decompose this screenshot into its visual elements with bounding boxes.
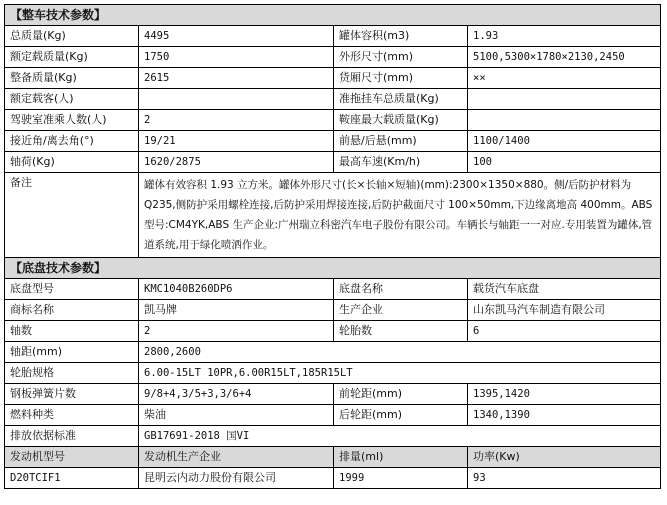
label-cell: 底盘型号 <box>5 279 139 300</box>
label-cell: 货厢尺寸(mm) <box>334 68 468 89</box>
value-cell <box>139 89 334 110</box>
label-cell: 燃料种类 <box>5 405 139 426</box>
chassis-section-header: 【底盘技术参数】 <box>5 258 661 279</box>
note-text: 罐体有效容积 1.93 立方米。罐体外形尺寸(长×长轴×短轴)(mm):2300×1350×880。侧/后防护材料为 Q235,侧防护采用螺栓连接,后防护采用焊接连接,后防护截面尺寸 100×50mm,下边缘离地高 400mm。ABS 型号:CM4YK,ABS 生产企业:广州瑞立科密汽车电子股份有限公司。车辆长与轴距一一对应.专用装置为罐体,管道系统,用于绿化喷洒作业。 <box>139 173 661 258</box>
value-cell: ×× <box>468 68 661 89</box>
label-cell: 后轮距(mm) <box>334 405 468 426</box>
label-cell: 排放依据标准 <box>5 426 139 447</box>
column-header: 功率(Kw) <box>468 447 661 468</box>
label-cell: 轮胎数 <box>334 321 468 342</box>
label-cell: 外形尺寸(mm) <box>334 47 468 68</box>
value-cell: 19/21 <box>139 131 334 152</box>
table-row <box>5 131 661 152</box>
label-cell: 额定载质量(Kg) <box>5 47 139 68</box>
table-row <box>5 426 661 447</box>
note-label: 备注 <box>5 173 139 258</box>
label-cell: 底盘名称 <box>334 279 468 300</box>
table-row <box>5 468 661 489</box>
value-cell: 2 <box>139 110 334 131</box>
label-cell: 轴荷(Kg) <box>5 152 139 173</box>
value-cell: 100 <box>468 152 661 173</box>
engine-header-row <box>5 447 661 468</box>
table-row <box>5 363 661 384</box>
table-row <box>5 321 661 342</box>
label-cell: 驾驶室准乘人数(人) <box>5 110 139 131</box>
value-cell: 1340,1390 <box>468 405 661 426</box>
value-cell: 1.93 <box>468 26 661 47</box>
value-cell <box>468 89 661 110</box>
value-cell: KMC1040B260DP6 <box>139 279 334 300</box>
value-cell: 2615 <box>139 68 334 89</box>
label-cell: 额定载客(人) <box>5 89 139 110</box>
table-row <box>5 300 661 321</box>
value-cell: 1620/2875 <box>139 152 334 173</box>
value-cell: 1395,1420 <box>468 384 661 405</box>
value-cell: 1999 <box>334 468 468 489</box>
table-row <box>5 405 661 426</box>
table-row <box>5 110 661 131</box>
column-header: 发动机型号 <box>5 447 139 468</box>
value-cell: 2800,2600 <box>139 342 661 363</box>
value-cell: 1100/1400 <box>468 131 661 152</box>
value-cell: 昆明云内动力股份有限公司 <box>139 468 334 489</box>
label-cell: 商标名称 <box>5 300 139 321</box>
column-header: 排量(ml) <box>334 447 468 468</box>
label-cell: 轴数 <box>5 321 139 342</box>
spec-sheet <box>4 4 660 489</box>
vehicle-section-header: 【整车技术参数】 <box>5 5 661 26</box>
table-row <box>5 47 661 68</box>
value-cell: 柴油 <box>139 405 334 426</box>
table-row <box>5 68 661 89</box>
table-row <box>5 384 661 405</box>
table-row <box>5 152 661 173</box>
value-cell: 1750 <box>139 47 334 68</box>
label-cell: 鞍座最大载质量(Kg) <box>334 110 468 131</box>
value-cell: 6 <box>468 321 661 342</box>
label-cell: 罐体容积(m3) <box>334 26 468 47</box>
label-cell: 轮胎规格 <box>5 363 139 384</box>
value-cell <box>468 110 661 131</box>
label-cell: 接近角/离去角(°) <box>5 131 139 152</box>
label-cell: 整备质量(Kg) <box>5 68 139 89</box>
label-cell: 生产企业 <box>334 300 468 321</box>
label-cell: 钢板弹簧片数 <box>5 384 139 405</box>
label-cell: 前悬/后悬(mm) <box>334 131 468 152</box>
table-row <box>5 279 661 300</box>
value-cell: 93 <box>468 468 661 489</box>
value-cell: 载货汽车底盘 <box>468 279 661 300</box>
value-cell: D20TCIF1 <box>5 468 139 489</box>
label-cell: 最高车速(Km/h) <box>334 152 468 173</box>
value-cell: GB17691-2018 国VI <box>139 426 661 447</box>
table-row <box>5 342 661 363</box>
spec-table <box>4 4 661 489</box>
table-row <box>5 26 661 47</box>
value-cell: 5100,5300×1780×2130,2450 <box>468 47 661 68</box>
value-cell: 2 <box>139 321 334 342</box>
label-cell: 准拖挂车总质量(Kg) <box>334 89 468 110</box>
value-cell: 凯马牌 <box>139 300 334 321</box>
table-row <box>5 89 661 110</box>
column-header: 发动机生产企业 <box>139 447 334 468</box>
label-cell: 轴距(mm) <box>5 342 139 363</box>
note-row <box>5 173 661 258</box>
value-cell: 4495 <box>139 26 334 47</box>
label-cell: 前轮距(mm) <box>334 384 468 405</box>
value-cell: 山东凯马汽车制造有限公司 <box>468 300 661 321</box>
value-cell: 9/8+4,3/5+3,3/6+4 <box>139 384 334 405</box>
value-cell: 6.00-15LT 10PR,6.00R15LT,185R15LT <box>139 363 661 384</box>
label-cell: 总质量(Kg) <box>5 26 139 47</box>
